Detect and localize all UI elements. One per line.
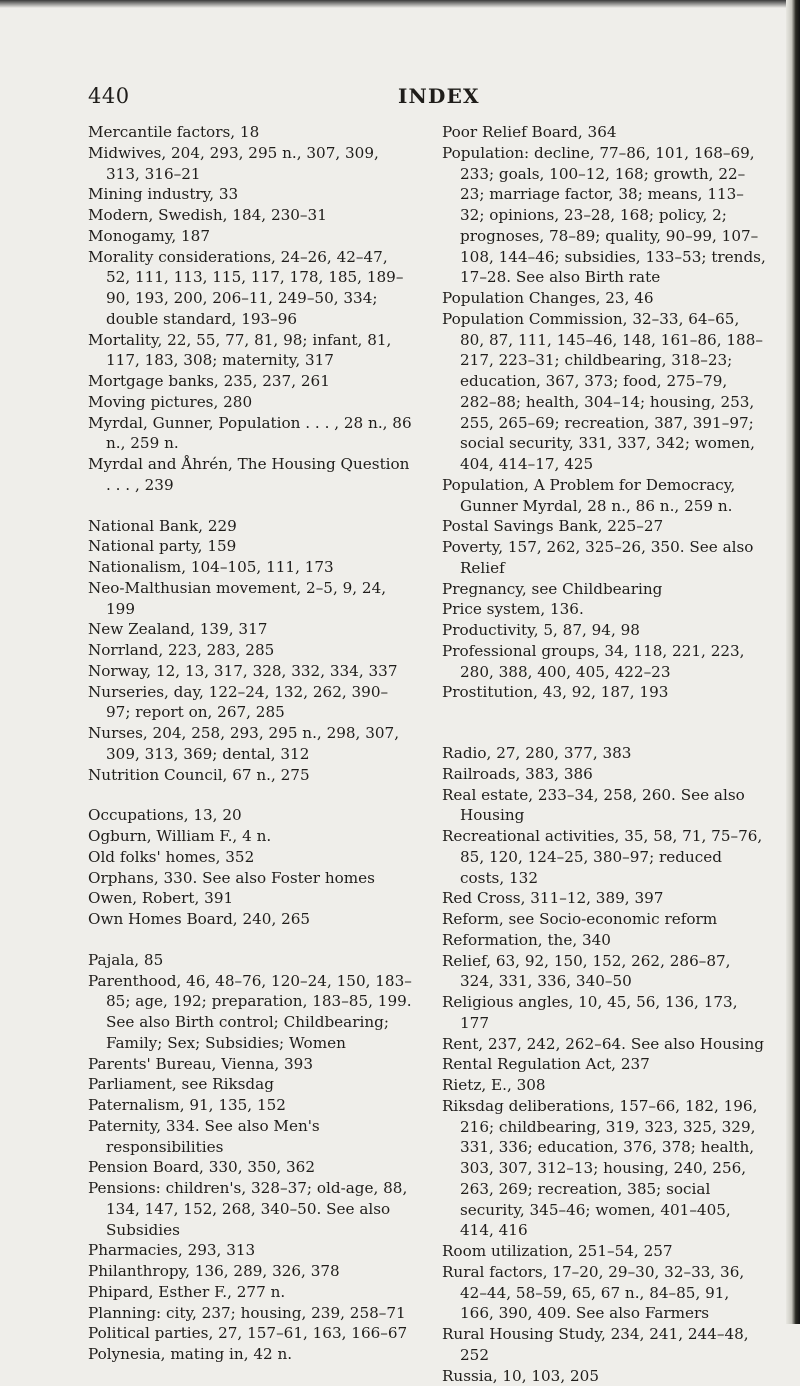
index-entry: Red Cross, 311–12, 389, 397 [442,888,766,909]
index-entry: Polynesia, mating in, 42 n. [88,1344,412,1365]
index-entry: Mercantile factors, 18 [88,122,412,143]
index-entry: Radio, 27, 280, 377, 383 [442,743,766,764]
index-entry: Parliament, see Riksdag [88,1074,412,1095]
index-entry: Nurses, 204, 258, 293, 295 n., 298, 307, 309, 313, 369; dental, 312 [88,723,412,765]
index-entry: Paternalism, 91, 135, 152 [88,1095,412,1116]
index-entry: Rietz, E., 308 [442,1075,766,1096]
index-entry: Modern, Swedish, 184, 230–31 [88,205,412,226]
index-entry: Population, A Problem for Democracy, Gunner Myrdal, 28 n., 86 n., 259 n. [442,475,766,517]
index-entry: Parenthood, 46, 48–76, 120–24, 150, 183–85; age, 192; preparation, 183–85, 199. See also Birth control; Childbearing; Family; Sex; Subsidies; Women [88,971,412,1054]
index-entry: Mortgage banks, 235, 237, 261 [88,371,412,392]
index-entry: Relief, 63, 92, 150, 152, 262, 286–87, 324, 331, 336, 340–50 [442,951,766,993]
index-entry: Rural factors, 17–20, 29–30, 32–33, 36, 42–44, 58–59, 65, 67 n., 84–85, 91, 166, 390, 409. See also Farmers [442,1262,766,1324]
index-entry: Recreational activities, 35, 58, 71, 75–76, 85, 120, 124–25, 380–97; reduced costs, 132 [442,826,766,888]
index-entry: Mortality, 22, 55, 77, 81, 98; infant, 81, 117, 183, 308; maternity, 317 [88,330,412,372]
running-title: INDEX [398,84,480,108]
index-entry: Philanthropy, 136, 289, 326, 378 [88,1261,412,1282]
index-entry: Railroads, 383, 386 [442,764,766,785]
index-entry: Norrland, 223, 283, 285 [88,640,412,661]
index-entry: Parents' Bureau, Vienna, 393 [88,1054,412,1075]
index-entry: Professional groups, 34, 118, 221, 223, 280, 388, 400, 405, 422–23 [442,641,766,683]
index-entry: Prostitution, 43, 92, 187, 193 [442,682,766,703]
index-entry: Room utilization, 251–54, 257 [442,1241,766,1262]
index-entry: Occupations, 13, 20 [88,805,412,826]
index-entry: Reformation, the, 340 [442,930,766,951]
index-entry: Real estate, 233–34, 258, 260. See also Housing [442,785,766,827]
index-entry: Own Homes Board, 240, 265 [88,909,412,930]
index-entry: Population Changes, 23, 46 [442,288,766,309]
index-entry: Ogburn, William F., 4 n. [88,826,412,847]
index-entry: Monogamy, 187 [88,226,412,247]
index-entry: Neo-Malthusian movement, 2–5, 9, 24, 199 [88,578,412,620]
index-entry: Norway, 12, 13, 317, 328, 332, 334, 337 [88,661,412,682]
index-entry: Pajala, 85 [88,950,412,971]
index-entry: Myrdal, Gunner, Population . . . , 28 n., 86 n., 259 n. [88,413,412,455]
index-entry: Morality considerations, 24–26, 42–47, 52, 111, 113, 115, 117, 178, 185, 189–90, 193, 200, 206–11, 249–50, 334; double standard, 193–96 [88,247,412,330]
index-entry: Rural Housing Study, 234, 241, 244–48, 252 [442,1324,766,1366]
index-entry: Paternity, 334. See also Men's responsibilities [88,1116,412,1158]
index-entry: Owen, Robert, 391 [88,888,412,909]
index-entry: New Zealand, 139, 317 [88,619,412,640]
index-entry: Price system, 136. [442,599,766,620]
section-gap [88,785,412,805]
index-column-left [88,122,412,1365]
index-entry: Population: decline, 77–86, 101, 168–69, 233; goals, 100–12, 168; growth, 22–23; marriage factor, 38; means, 113–32; opinions, 23–28, 168; policy, 2; prognoses, 78–89; quality, 90–99, 107–108, 144–46; subsidies, 133–53; trends, 17–28. See also Birth rate [442,143,766,288]
index-entry: Moving pictures, 280 [88,392,412,413]
page-top-shadow [0,0,800,8]
index-entry: Poverty, 157, 262, 325–26, 350. See also Relief [442,537,766,579]
page-binding-edge [786,0,800,1324]
index-entry: Mining industry, 33 [88,184,412,205]
index-entry: Productivity, 5, 87, 94, 98 [442,620,766,641]
index-entry: Orphans, 330. See also Foster homes [88,868,412,889]
section-gap [442,703,766,723]
index-entry: Pension Board, 330, 350, 362 [88,1157,412,1178]
page-header [88,84,764,114]
index-entry: Old folks' homes, 352 [88,847,412,868]
section-gap [88,930,412,950]
index-entry: Riksdag deliberations, 157–66, 182, 196, 216; childbearing, 319, 323, 325, 329, 331, 336; education, 376, 378; health, 303, 307, 312–13; housing, 240, 256, 263, 269; recreation, 385; social security, 345–46; women, 401–405, 414, 416 [442,1096,766,1241]
index-entry: Russia, 10, 103, 205 [442,1366,766,1386]
index-entry: Nationalism, 104–105, 111, 173 [88,557,412,578]
index-entry: Pharmacies, 293, 313 [88,1240,412,1261]
index-entry: National Bank, 229 [88,516,412,537]
index-entry: Nutrition Council, 67 n., 275 [88,765,412,786]
index-entry: Nurseries, day, 122–24, 132, 262, 390–97; report on, 267, 285 [88,682,412,724]
index-entry: Postal Savings Bank, 225–27 [442,516,766,537]
index-entry: Planning: city, 237; housing, 239, 258–71 [88,1303,412,1324]
page-number: 440 [88,84,130,108]
index-entry: Phipard, Esther F., 277 n. [88,1282,412,1303]
index-entry: Reform, see Socio-economic reform [442,909,766,930]
index-entry: National party, 159 [88,536,412,557]
index-entry: Midwives, 204, 293, 295 n., 307, 309, 313, 316–21 [88,143,412,185]
section-gap [442,723,766,743]
section-gap [88,496,412,516]
index-entry: Myrdal and Åhrén, The Housing Question . . . , 239 [88,454,412,496]
index-entry: Rental Regulation Act, 237 [442,1054,766,1075]
index-entry: Religious angles, 10, 45, 56, 136, 173, 177 [442,992,766,1034]
index-entry: Population Commission, 32–33, 64–65, 80, 87, 111, 145–46, 148, 161–86, 188–217, 223–31; childbearing, 318–23; education, 367, 373; food, 275–79, 282–88; health, 304–14; housing, 253, 255, 265–69; recreation, 387, 391–97; social security, 331, 337, 342; women, 404, 414–17, 425 [442,309,766,475]
index-entry: Rent, 237, 242, 262–64. See also Housing [442,1034,766,1055]
index-column-right [442,122,766,1386]
index-entry: Poor Relief Board, 364 [442,122,766,143]
index-entry: Political parties, 27, 157–61, 163, 166–67 [88,1323,412,1344]
index-entry: Pregnancy, see Childbearing [442,579,766,600]
index-entry: Pensions: children's, 328–37; old-age, 88, 134, 147, 152, 268, 340–50. See also Subsidies [88,1178,412,1240]
